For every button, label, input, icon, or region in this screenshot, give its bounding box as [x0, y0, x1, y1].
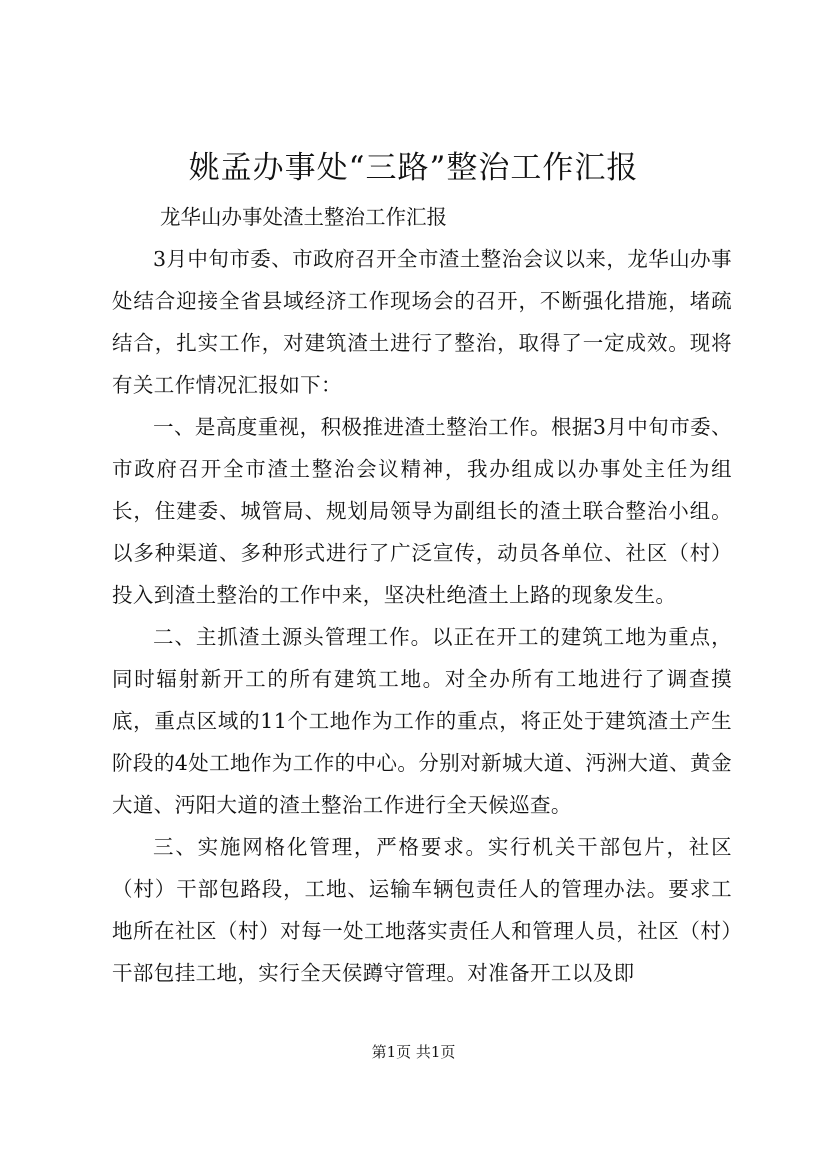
page-footer: 第1页 共1页 [371, 1043, 456, 1061]
document-subtitle: 龙华山办事处渣土整治工作汇报 [160, 205, 447, 229]
paragraph-section-one: 一、是高度重视，积极推进渣土整治工作。根据3月中旬市委、市政府召开全市渣土整治会议精神，我办组成以办事处主任为组长，住建委、城管局、规划局领导为副组长的渣土联合整治小组。以多种渠道、多种形式进行了广泛宣传，动员各单位、社区（村）投入到渣土整治的工作中来，坚决杜绝渣土上路的现象发生。 [112, 415, 732, 607]
document-body [112, 196, 732, 994]
document-title: 姚孟办事处“三路”整治工作汇报 [188, 150, 639, 186]
paragraph-section-three: 三、实施网格化管理，严格要求。实行机关干部包片，社区（村）干部包路段，工地、运输车辆包责任人的管理办法。要求工地所在社区（村）对每一处工地落实责任人和管理人员，社区（村）干部包挂工地，实行全天侯蹲守管理。对准备开工以及即 [112, 835, 732, 985]
paragraph-intro: 3月中旬市委、市政府召开全市渣土整治会议以来，龙华山办事处结合迎接全省县域经济工作现场会的召开，不断强化措施，堵疏结合，扎实工作，对建筑渣土进行了整治，取得了一定成效。现将有关工作情况汇报如下： [112, 247, 732, 397]
paragraph-section-two: 二、主抓渣土源头管理工作。以正在开工的建筑工地为重点，同时辐射新开工的所有建筑工地。对全办所有工地进行了调查摸底，重点区域的11个工地作为工作的重点，将正处于建筑渣土产生阶段的4处工地作为工作的中心。分别对新城大道、沔洲大道、黄金大道、沔阳大道的渣土整治工作进行全天候巡查。 [112, 625, 732, 817]
